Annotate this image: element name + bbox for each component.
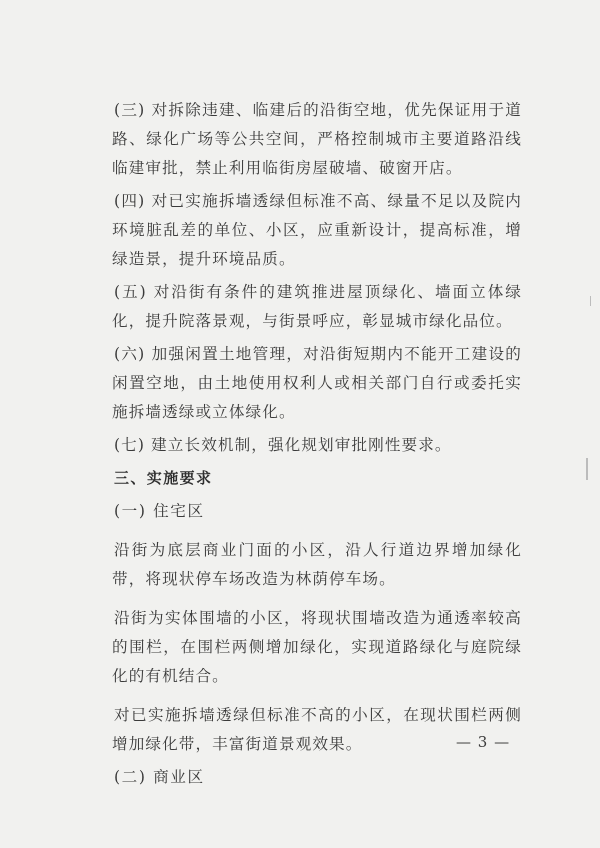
scan-mark: [586, 458, 588, 480]
paragraph-4: (四) 对已实施拆墙透绿但标准不高、绿量不足以及院内环境脏乱差的单位、小区，应重新设计，提高标准，增绿造景，提升环境品质。: [112, 192, 522, 268]
paragraph-3: (三) 对拆除违建、临建后的沿街空地，优先保证用于道路、绿化广场等公共空间，严格控制城市主要道路沿线临建审批，禁止利用临街房屋破墙、破窗开店。: [112, 101, 522, 177]
paragraph-5: (五) 对沿街有条件的建筑推进屋顶绿化、墙面立体绿化，提升院落景观，与街景呼应，彰显城市绿化品位。: [112, 283, 522, 330]
residential-paragraph-1: 沿街为底层商业门面的小区，沿人行道边界增加绿化带，将现状停车场改造为林荫停车场。: [112, 541, 522, 588]
paragraph-6: (六) 加强闲置土地管理，对沿街短期内不能开工建设的闲置空地，由土地使用权利人或相关部门自行或委托实施拆墙透绿或立体绿化。: [112, 345, 522, 421]
subsection-heading-commercial: (二) 商业区: [114, 768, 205, 786]
paragraph-7: (七) 建立长效机制，强化规划审批刚性要求。: [114, 436, 452, 454]
residential-paragraph-3: 对已实施拆墙透绿但标准不高的小区，在现状围栏两侧增加绿化带，丰富街道景观效果。: [112, 706, 522, 753]
section-heading: 三、实施要求: [114, 469, 213, 487]
subsection-heading-residential: (一) 住宅区: [114, 502, 205, 520]
residential-paragraph-2: 沿街为实体围墙的小区，将现状围墙改造为通透率较高的围栏，在围栏两侧增加绿化，实现道路绿化与庭院绿化的有机结合。: [112, 609, 522, 685]
page-number: — 3 —: [456, 733, 511, 751]
scan-mark: [590, 296, 591, 306]
document-body: [112, 96, 522, 792]
